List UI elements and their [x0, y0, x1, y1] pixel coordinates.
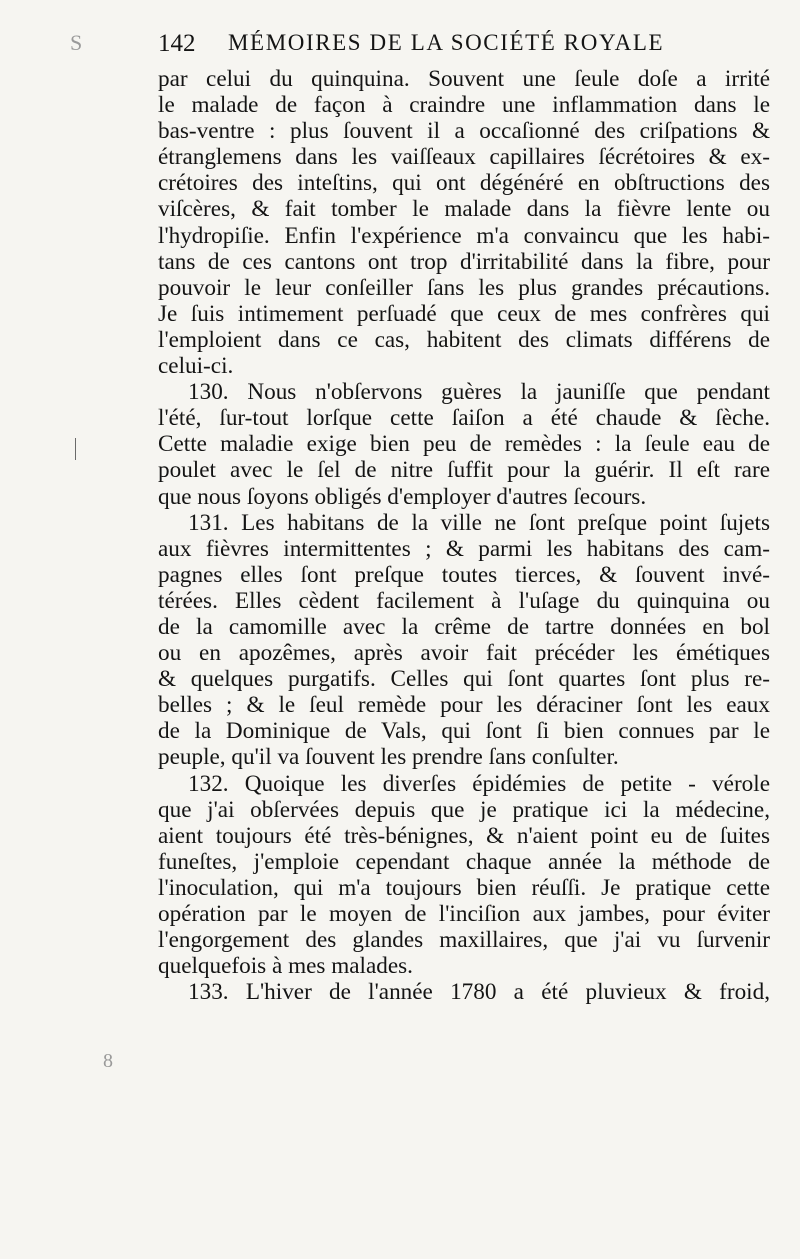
text-line: par celui du quinquina. Souvent une ſeule doſe a irrité [158, 66, 770, 92]
page-header [158, 28, 778, 62]
text-line: l'inoculation, qui m'a toujours bien réuſſi. Je pratique cette [158, 874, 770, 901]
text-line: quelquefois à mes malades. [158, 953, 413, 980]
text-line: funeſtes, j'emploie cependant chaque année la méthode de [158, 848, 770, 875]
text-line: Cette maladie exige bien peu de remèdes : la ſeule eau de [158, 431, 770, 458]
running-head: MÉMOIRES DE LA SOCIÉTÉ ROYALE [228, 30, 665, 55]
text-line: aient toujours été très-bénignes, & n'aient point eu de ſuites [158, 822, 770, 849]
text-line: 131. Les habitans de la ville ne ſont preſque point ſujets [188, 509, 770, 536]
text-line: peuple, qu'il va ſouvent les prendre ſans conſulter. [158, 744, 619, 771]
text-line: pagnes elles ſont preſque toutes tierces, & ſouvent invé- [158, 561, 770, 588]
text-line: opération par le moyen de l'inciſion aux jambes, pour éviter [158, 901, 770, 927]
body-text [158, 66, 770, 1005]
text-line: poulet avec le ſel de nitre ſuffit pour la guérir. Il eſt rare [158, 457, 770, 484]
text-line: tans de ces cantons ont trop d'irritabilité dans la fibre, pour [158, 248, 770, 275]
text-line: l'emploient dans ce cas, habitent des climats différens de [158, 326, 770, 353]
text-line: le malade de façon à craindre une inflammation dans le [158, 92, 770, 119]
margin-tick [75, 438, 76, 460]
text-line: & quelques purgatifs. Celles qui ſont quartes ſont plus re- [158, 666, 770, 693]
text-line: belles ; & le ſeul remède pour les déraciner ſont les eaux [158, 692, 770, 719]
text-line: l'engorgement des glandes maxillaires, que j'ai vu ſurvenir [158, 927, 770, 954]
text-line: crétoires des inteſtins, qui ont dégénéré en obſtructions des [158, 170, 770, 197]
text-line: l'hydropiſie. Enfin l'expérience m'a convaincu que les habi- [158, 222, 770, 249]
text-line: viſcères, & fait tomber le malade dans la fièvre lente ou [158, 196, 770, 223]
text-line: 130. Nous n'obſervons guères la jauniſſe que pendant [188, 379, 770, 406]
margin-pencil-mark: S [70, 30, 83, 55]
text-line: que nous ſoyons obligés d'employer d'autres ſecours. [158, 483, 647, 510]
page-number: 142 [158, 30, 196, 57]
text-line: ou en apozêmes, après avoir fait précéder les émétiques [158, 640, 770, 667]
text-line: 133. L'hiver de l'année 1780 a été pluvieux & froid, [188, 979, 770, 1006]
text-line: l'été, ſur-tout lorſque cette ſaiſon a été chaude & ſèche. [158, 405, 770, 432]
text-line: bas-ventre : plus ſouvent il a occaſionné des criſpations & [158, 118, 770, 145]
text-line: pouvoir le leur conſeiller ſans les plus grandes précautions. [158, 274, 770, 301]
text-line: de la camomille avec la crême de tartre données en bol [158, 613, 770, 640]
text-line: 132. Quoique les diverſes épidémies de petite - vérole [188, 770, 770, 797]
text-line: que j'ai obſervées depuis que je pratique ici la médecine, [158, 796, 770, 823]
text-line: térées. Elles cèdent facilement à l'uſage du quinquina ou [158, 587, 770, 614]
text-line: celui-ci. [158, 353, 234, 380]
text-line: étranglemens dans les vaiſſeaux capillaires ſécrétoires & ex- [158, 144, 770, 171]
margin-pencil-number: 8 [103, 1050, 113, 1072]
text-line: aux fièvres intermittentes ; & parmi les habitans des cam- [158, 535, 770, 562]
text-line: de la Dominique de Vals, qui ſont ſi bien connues par le [158, 718, 770, 745]
text-line: Je ſuis intimement perſuadé que ceux de mes confrères qui [158, 300, 770, 327]
